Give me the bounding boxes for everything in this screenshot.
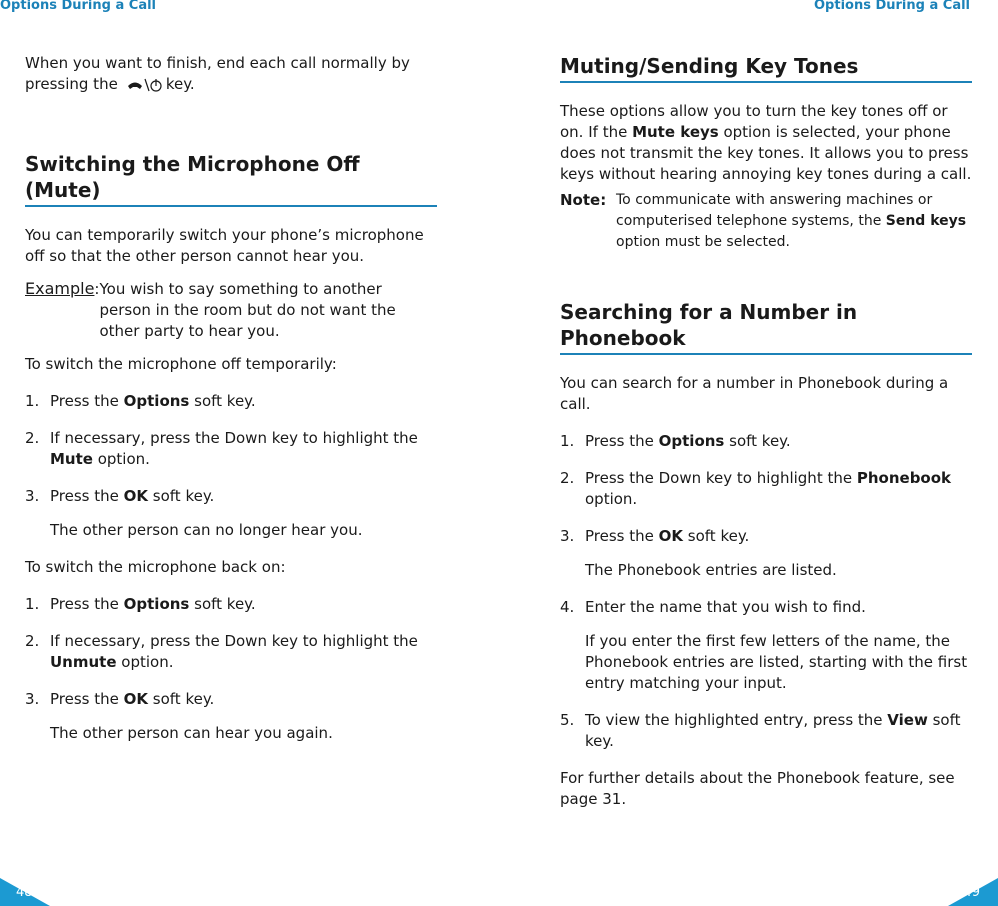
- step-result: The Phonebook entries are listed.: [585, 561, 837, 579]
- example-label: Example: [25, 279, 95, 298]
- mute-off-steps: [25, 391, 437, 541]
- step-text: Press the Down key to highlight the Phonebook option.: [585, 469, 952, 508]
- page-number-left: 48: [16, 885, 33, 900]
- section-heading-search: Searching for a Number in Phonebook: [560, 299, 972, 355]
- step-item: [560, 431, 972, 452]
- search-steps: [560, 431, 972, 752]
- step-text: Press the Options soft key.: [50, 392, 256, 410]
- example-block: Example : You wish to say something to another person in the room but do not want the other party to hear you.: [25, 279, 437, 342]
- step-text: Press the Options soft key.: [585, 432, 791, 450]
- step-text: Press the Options soft key.: [50, 595, 256, 613]
- step-text: Enter the name that you wish to find. If you enter the first few letters of the name, the Phonebook entries are listed, starting with the first entry matching your input.: [585, 597, 972, 694]
- step-text: If necessary, press the Down key to highlight the Unmute option.: [50, 632, 418, 671]
- step-text: Press the OK soft key. The other person can no longer hear you.: [50, 486, 437, 541]
- step-result: The other person can no longer hear you.: [50, 521, 363, 539]
- step-item: [560, 468, 972, 510]
- mute-on-intro: To switch the microphone back on:: [25, 558, 286, 576]
- search-footer: For further details about the Phonebook feature, see page 31.: [560, 769, 955, 808]
- note-text: To communicate with answering machines or computerised telephone systems, the Send keys option must be selected.: [616, 192, 967, 250]
- step-number: 1.: [25, 392, 40, 410]
- step-text: To view the highlighted entry, press the View soft key.: [585, 711, 961, 750]
- section-heading-mute: Switching the Microphone Off (Mute): [25, 151, 437, 207]
- step-number: 2.: [25, 429, 40, 447]
- example-text: You wish to say something to another person in the room but do not want the other party to hear you.: [99, 280, 396, 340]
- step-item: [25, 631, 437, 673]
- right-page-content: [560, 53, 972, 810]
- section-heading-keytones: Muting/Sending Key Tones: [560, 53, 972, 83]
- note-label: Note:: [560, 191, 607, 209]
- step-number: 2.: [25, 632, 40, 650]
- step-number: 2.: [560, 469, 575, 487]
- step-item: [25, 689, 437, 744]
- step-item: [560, 597, 972, 694]
- step-text: If necessary, press the Down key to highlight the Mute option.: [50, 429, 418, 468]
- step-result: If you enter the first few letters of the name, the Phonebook entries are listed, starting with the first entry matching your input.: [585, 632, 968, 692]
- page-number-right: 49: [963, 885, 980, 900]
- step-number: 3.: [25, 690, 40, 708]
- running-head-left: Options During a Call: [0, 0, 156, 13]
- step-item: [560, 526, 972, 581]
- step-item: [560, 710, 972, 752]
- search-intro: You can search for a number in Phonebook during a call.: [560, 374, 949, 413]
- step-item: [25, 486, 437, 541]
- intro-text: When you want to finish, end each call normally by pressing the key.: [25, 53, 437, 98]
- keytones-description: These options allow you to turn the key tones off or on. If the Mute keys option is selected, your phone does not transmit the key tones. It allows you to press keys without hearing annoying key tones during a call.: [560, 102, 972, 183]
- step-number: 3.: [560, 527, 575, 545]
- running-head-right: Options During a Call: [814, 0, 970, 13]
- step-result: The other person can hear you again.: [50, 724, 333, 742]
- mute-off-intro: To switch the microphone off temporarily:: [25, 355, 337, 373]
- mute-description: You can temporarily switch your phone’s microphone off so that the other person cannot hear you.: [25, 226, 424, 265]
- step-number: 3.: [25, 487, 40, 505]
- step-number: 4.: [560, 598, 575, 616]
- step-text: Press the OK soft key. The Phonebook entries are listed.: [585, 526, 972, 581]
- step-number: 5.: [560, 711, 575, 729]
- end-power-key-icon: [126, 77, 164, 98]
- step-number: 1.: [25, 595, 40, 613]
- step-number: 1.: [560, 432, 575, 450]
- step-item: [25, 391, 437, 412]
- note-block: [560, 190, 972, 253]
- step-item: [25, 428, 437, 470]
- step-text: Press the OK soft key. The other person can hear you again.: [50, 689, 437, 744]
- mute-on-steps: [25, 594, 437, 744]
- step-item: [25, 594, 437, 615]
- left-page-content: [25, 53, 437, 760]
